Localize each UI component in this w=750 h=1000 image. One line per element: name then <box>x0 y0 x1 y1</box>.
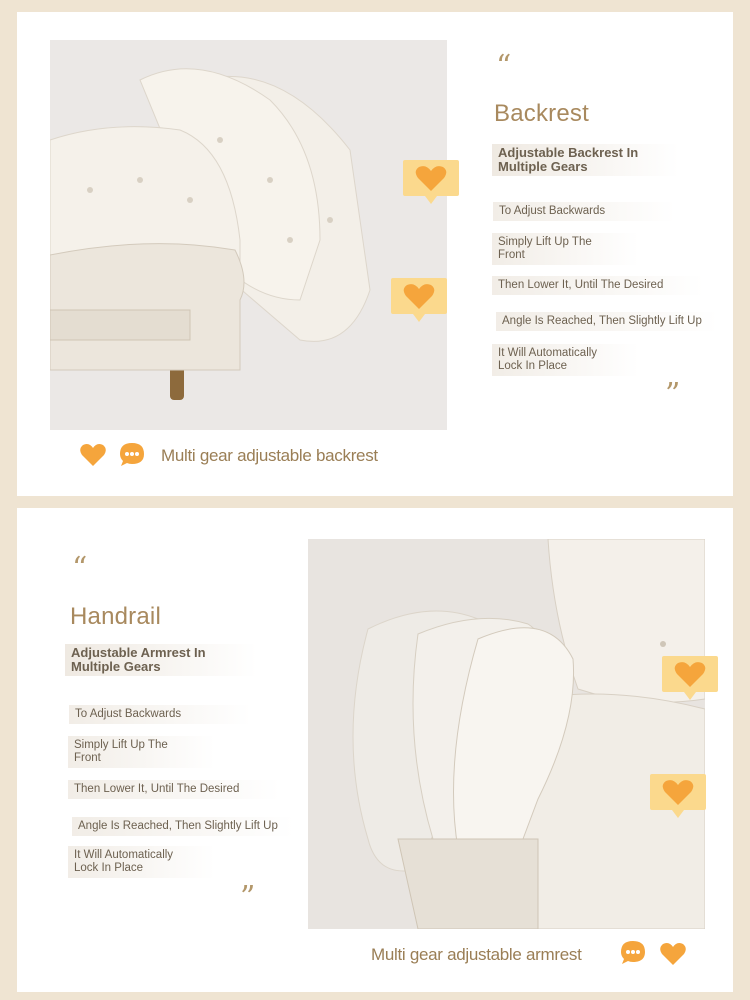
backrest-caption: Multi gear adjustable backrest <box>161 446 378 465</box>
handrail-step-3: Then Lower It, Until The Desired <box>68 780 280 799</box>
heart-bubble-icon <box>389 276 449 324</box>
close-quote: ” <box>240 880 256 915</box>
handrail-subtitle-line2: Multiple Gears <box>71 659 161 674</box>
handrail-panel <box>17 508 733 992</box>
handrail-step-5 <box>68 846 215 878</box>
backrest-step-5-line2: Lock In Place <box>498 360 568 372</box>
sofa-armrest-photo <box>308 539 705 929</box>
handrail-step-5-line2: Lock In Place <box>74 862 144 874</box>
backrest-step-2 <box>492 233 639 265</box>
handrail-step-4: Angle Is Reached, Then Slightly Lift Up <box>72 817 294 836</box>
backrest-step-2-line2: Front <box>498 249 525 261</box>
heart-bubble-icon <box>648 772 708 820</box>
handrail-step-2-line2: Front <box>74 752 101 764</box>
backrest-title: Backrest <box>494 100 589 127</box>
handrail-step-5-line1: It Will Automatically <box>74 849 174 861</box>
backrest-step-2-line1: Simply Lift Up The <box>498 236 592 248</box>
open-quote: “ <box>72 551 88 586</box>
handrail-step-2-line1: Simply Lift Up The <box>74 739 168 751</box>
sofa-backrest-illustration <box>50 40 447 430</box>
backrest-panel <box>17 12 733 496</box>
close-quote: ” <box>665 377 681 412</box>
backrest-step-1: To Adjust Backwards <box>493 202 675 221</box>
handrail-step-2 <box>68 736 215 768</box>
backrest-subtitle-line2: Multiple Gears <box>498 159 588 174</box>
backrest-step-4: Angle Is Reached, Then Slightly Lift Up <box>496 312 718 331</box>
handrail-caption: Multi gear adjustable armrest <box>371 945 582 964</box>
sofa-armrest-illustration <box>308 539 705 929</box>
handrail-subtitle-line1: Adjustable Armrest In <box>71 645 206 660</box>
sofa-backrest-photo <box>50 40 447 430</box>
heart-icon <box>659 941 687 972</box>
chat-bubble-icon <box>118 441 146 474</box>
heart-bubble-icon <box>660 654 720 702</box>
backrest-step-5-line1: It Will Automatically <box>498 347 598 359</box>
backrest-step-5 <box>492 344 639 376</box>
backrest-subtitle-line1: Adjustable Backrest In <box>498 145 639 160</box>
heart-icon <box>79 442 107 473</box>
backrest-subtitle <box>492 144 679 176</box>
backrest-step-3: Then Lower It, Until The Desired <box>492 276 704 295</box>
handrail-subtitle <box>65 644 257 676</box>
chat-bubble-icon <box>619 939 647 972</box>
handrail-step-1: To Adjust Backwards <box>69 705 251 724</box>
heart-bubble-icon <box>401 158 461 206</box>
open-quote: “ <box>496 49 512 84</box>
handrail-title: Handrail <box>70 603 161 630</box>
